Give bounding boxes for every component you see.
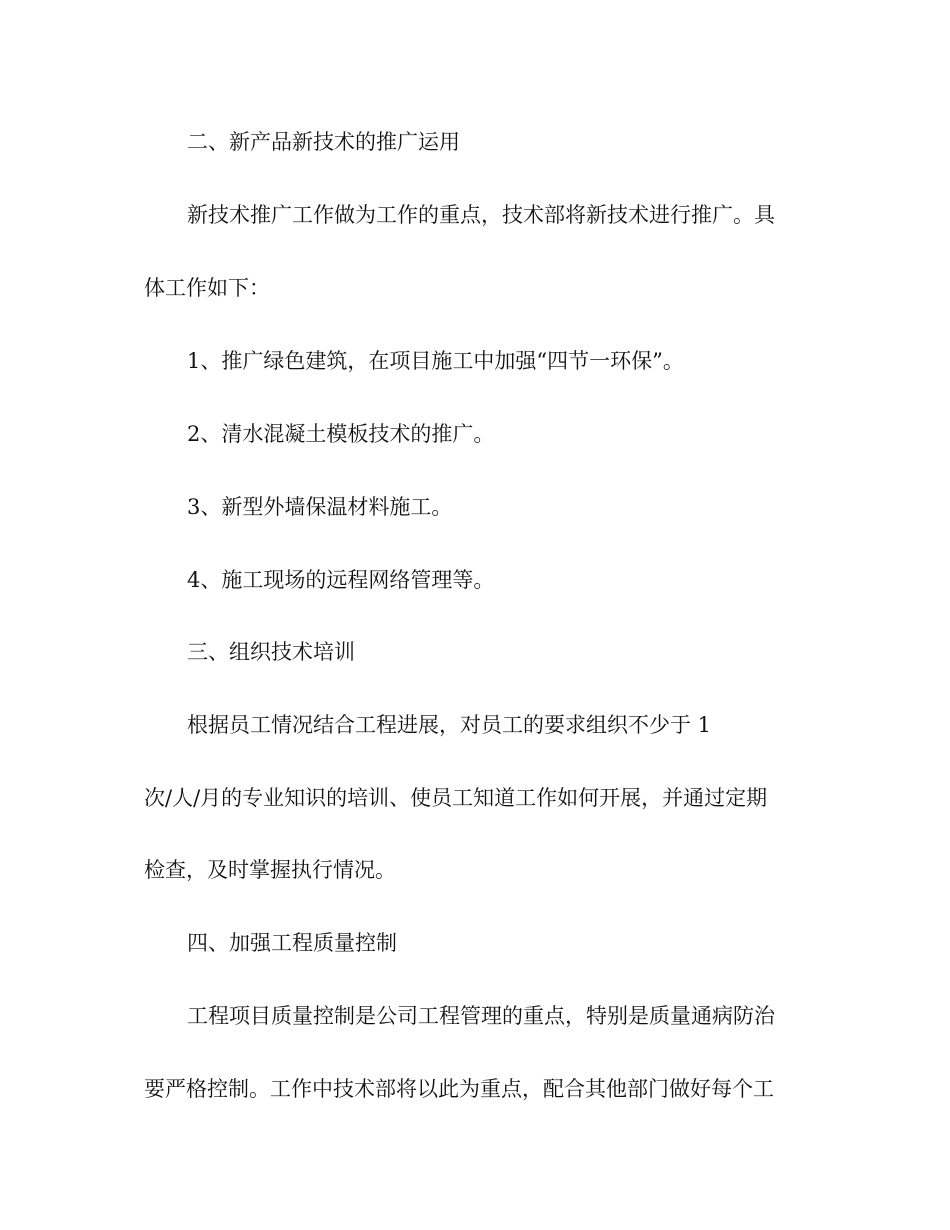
paragraph-training-line-1: 根据员工情况结合工程进展，对员工的要求组织不少于 1 — [187, 713, 712, 737]
list-item: 4、施工现场的远程网络管理等。 — [187, 568, 495, 592]
paragraph-training-line-3: 检查，及时掌握执行情况。 — [144, 858, 396, 882]
paragraph-tech-promo-line-1: 新技术推广工作做为工作的重点，技术部将新技术进行推广。具 — [187, 203, 775, 227]
section-heading-4: 四、加强工程质量控制 — [187, 931, 397, 955]
list-item: 1、推广绿色建筑，在项目施工中加强“四节一环保”。 — [187, 349, 684, 373]
paragraph-quality-line-1: 工程项目质量控制是公司工程管理的重点，特别是质量通病防治 — [187, 1004, 775, 1028]
section-heading-2: 二、新产品新技术的推广运用 — [187, 130, 460, 154]
paragraph-training-line-2: 次/人/月的专业知识的培训、使员工知道工作如何开展，并通过定期 — [144, 786, 768, 810]
list-item: 3、新型外墙保温材料施工。 — [187, 495, 453, 519]
paragraph-quality-line-2: 要严格控制。工作中技术部将以此为重点，配合其他部门做好每个工 — [144, 1077, 774, 1101]
section-heading-3: 三、组织技术培训 — [187, 640, 355, 664]
list-item: 2、清水混凝土模板技术的推广。 — [187, 422, 495, 446]
paragraph-tech-promo-line-2: 体工作如下： — [144, 276, 270, 300]
